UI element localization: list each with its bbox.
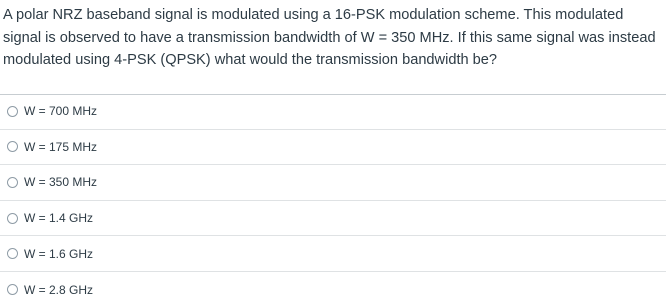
answer-label: W = 700 MHz (24, 104, 98, 119)
answer-label: W = 1.6 GHz (24, 246, 94, 261)
radio-button[interactable] (7, 141, 18, 152)
radio-button[interactable] (7, 213, 18, 224)
answer-label: W = 350 MHz (24, 175, 98, 190)
answer-list (0, 94, 666, 308)
answer-label: W = 175 MHz (24, 139, 98, 154)
question-line: A polar NRZ baseband signal is modulated using a 16-PSK modulation scheme. This modulated (3, 7, 624, 23)
question-line: signal is observed to have a transmission bandwidth of W = 350 MHz. If this same signal was instead (3, 29, 656, 46)
answer-option[interactable] (0, 130, 666, 166)
question-text (3, 4, 669, 72)
answer-option[interactable] (0, 94, 666, 130)
answer-option[interactable] (0, 201, 666, 237)
answer-option[interactable] (0, 272, 666, 308)
answer-label: W = 2.8 GHz (24, 282, 94, 297)
radio-button[interactable] (7, 106, 18, 117)
radio-button[interactable] (7, 284, 18, 295)
answer-option[interactable] (0, 236, 666, 272)
radio-button[interactable] (7, 177, 18, 188)
question-line: modulated using 4-PSK (QPSK) what would the transmission bandwidth be? (3, 52, 498, 68)
radio-button[interactable] (7, 248, 18, 259)
answer-label: W = 1.4 GHz (24, 211, 94, 226)
answer-option[interactable] (0, 165, 666, 201)
